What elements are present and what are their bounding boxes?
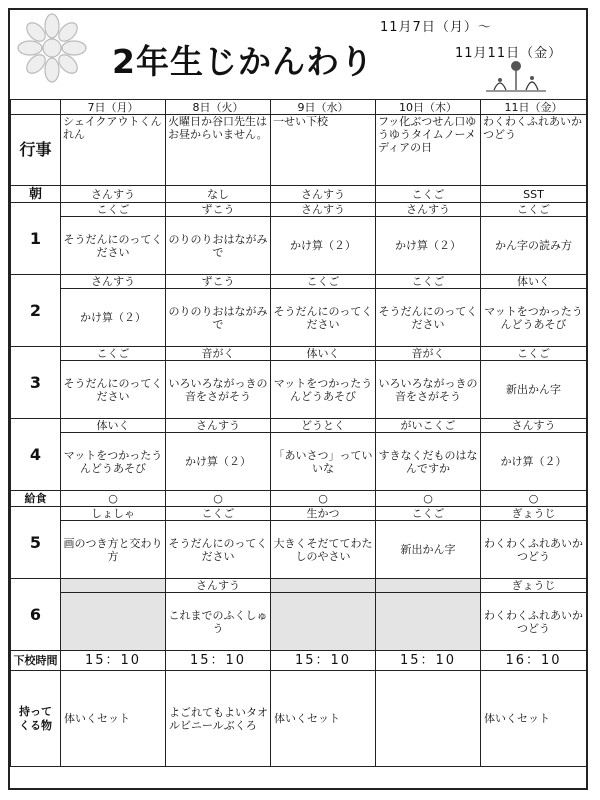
subject-cell: ずこう bbox=[166, 275, 271, 289]
row-label-morning: 朝 bbox=[11, 186, 61, 203]
content-cell: マットをつかったうんどうあそび bbox=[271, 361, 376, 419]
subject-cell: さんすう bbox=[271, 203, 376, 217]
subject-cell: 体いく bbox=[271, 347, 376, 361]
content-cell: そうだんにのってください bbox=[166, 521, 271, 579]
subject-cell: こくご bbox=[481, 203, 587, 217]
dandelion-icon bbox=[486, 56, 546, 92]
subject-cell: ぎょうじ bbox=[481, 579, 587, 593]
content-cell: これまでのふくしゅう bbox=[166, 593, 271, 651]
subject-cell: こくご bbox=[166, 507, 271, 521]
content-cell: かけ算（２） bbox=[61, 289, 166, 347]
event-cell: シェイクアウトくんれん bbox=[61, 115, 166, 186]
content-cell: かけ算（２） bbox=[271, 217, 376, 275]
subject-cell: ぎょうじ bbox=[481, 507, 587, 521]
belongings-cell bbox=[376, 671, 481, 767]
timetable bbox=[10, 99, 587, 767]
content-cell bbox=[271, 593, 376, 651]
period-6-subject-row bbox=[11, 579, 587, 593]
period-5-subject-row bbox=[11, 507, 587, 521]
content-cell: かけ算（２） bbox=[166, 433, 271, 491]
period-4-subject-row bbox=[11, 419, 587, 433]
dismissal-time: 16：10 bbox=[481, 651, 587, 671]
period-3-subject-row bbox=[11, 347, 587, 361]
period-1-subject-row bbox=[11, 203, 587, 217]
belongings-cell: 体いくセット bbox=[271, 671, 376, 767]
period-label-4: 4 bbox=[11, 419, 61, 491]
subject-cell: 音がく bbox=[376, 347, 481, 361]
subject-cell: こくご bbox=[376, 275, 481, 289]
subject-cell: どうとく bbox=[271, 419, 376, 433]
content-cell: そうだんにのってください bbox=[61, 217, 166, 275]
belongings-cell: 体いくセット bbox=[481, 671, 587, 767]
event-cell: フッ化ぶつせん口ゆうゆうタイムノーメディアの日 bbox=[376, 115, 481, 186]
morning-row bbox=[11, 186, 587, 203]
event-cell: 一せい下校 bbox=[271, 115, 376, 186]
content-cell: いろいろながっきの音をさがそう bbox=[166, 361, 271, 419]
morning-cell: SST bbox=[481, 186, 587, 203]
period-5-content-row bbox=[11, 521, 587, 579]
subject-cell: さんすう bbox=[166, 579, 271, 593]
subject-cell: 生かつ bbox=[271, 507, 376, 521]
subject-cell bbox=[271, 579, 376, 593]
period-label-2: 2 bbox=[11, 275, 61, 347]
event-cell: 火曜日か谷口先生はお昼からいません。 bbox=[166, 115, 271, 186]
period-2-content-row bbox=[11, 289, 587, 347]
lunch-cell: ○ bbox=[61, 491, 166, 507]
subject-cell: さんすう bbox=[166, 419, 271, 433]
content-cell: そうだんにのってください bbox=[61, 361, 166, 419]
content-cell: 大きくそだててわたしのやさい bbox=[271, 521, 376, 579]
snowflake-flower-icon bbox=[14, 12, 90, 84]
row-label-events: 行事 bbox=[11, 115, 61, 186]
dismissal-time: 15：10 bbox=[61, 651, 166, 671]
belongings-row bbox=[11, 671, 587, 767]
belongings-cell: 体いくセット bbox=[61, 671, 166, 767]
content-cell: 「あいさつ」っていいな bbox=[271, 433, 376, 491]
lunch-cell: ○ bbox=[166, 491, 271, 507]
content-cell: マットをつかったうんどうあそび bbox=[61, 433, 166, 491]
row-label-belongings: 持ってくる物 bbox=[11, 671, 61, 767]
events-row bbox=[11, 115, 587, 186]
subject-cell: こくご bbox=[481, 347, 587, 361]
subject-cell: 音がく bbox=[166, 347, 271, 361]
content-cell: かけ算（２） bbox=[481, 433, 587, 491]
subject-cell: さんすう bbox=[376, 203, 481, 217]
day-header: 11日（金） bbox=[481, 100, 587, 115]
content-cell: 新出かん字 bbox=[481, 361, 587, 419]
dismissal-time: 15：10 bbox=[271, 651, 376, 671]
row-label-dismissal: 下校時間 bbox=[11, 651, 61, 671]
event-cell: わくわくふれあいかつどう bbox=[481, 115, 587, 186]
content-cell: かけ算（２） bbox=[376, 217, 481, 275]
content-cell: 新出かん字 bbox=[376, 521, 481, 579]
subject-cell: こくご bbox=[61, 203, 166, 217]
date-range-end: 11月11日（金） bbox=[455, 46, 563, 61]
subject-cell: さんすう bbox=[481, 419, 587, 433]
subject-cell: 体いく bbox=[481, 275, 587, 289]
subject-cell bbox=[376, 579, 481, 593]
period-1-content-row bbox=[11, 217, 587, 275]
corner-cell bbox=[11, 100, 61, 115]
lunch-row bbox=[11, 491, 587, 507]
morning-cell: さんすう bbox=[61, 186, 166, 203]
lunch-cell: ○ bbox=[376, 491, 481, 507]
subject-cell bbox=[61, 579, 166, 593]
content-cell: 画のつき方と交わり方 bbox=[61, 521, 166, 579]
content-cell bbox=[376, 593, 481, 651]
subject-cell: 体いく bbox=[61, 419, 166, 433]
lunch-cell: ○ bbox=[481, 491, 587, 507]
row-label-lunch: 給食 bbox=[11, 491, 61, 507]
day-header: 7日（月） bbox=[61, 100, 166, 115]
content-cell: すきなくだものはなんですか bbox=[376, 433, 481, 491]
period-6-content-row bbox=[11, 593, 587, 651]
content-cell: わくわくふれあいかつどう bbox=[481, 521, 587, 579]
belongings-cell: よごれてもよいタオルビニールぶくろ bbox=[166, 671, 271, 767]
lunch-cell: ○ bbox=[271, 491, 376, 507]
dismissal-row bbox=[11, 651, 587, 671]
content-cell: そうだんにのってください bbox=[271, 289, 376, 347]
content-cell: のりのりおはながみで bbox=[166, 217, 271, 275]
period-label-3: 3 bbox=[11, 347, 61, 419]
dismissal-time: 15：10 bbox=[376, 651, 481, 671]
period-label-5: 5 bbox=[11, 507, 61, 579]
day-header-row bbox=[11, 100, 587, 115]
day-header: 9日（水） bbox=[271, 100, 376, 115]
period-label-6: 6 bbox=[11, 579, 61, 651]
morning-cell: なし bbox=[166, 186, 271, 203]
subject-cell: こくご bbox=[271, 275, 376, 289]
period-2-subject-row bbox=[11, 275, 587, 289]
content-cell: わくわくふれあいかつどう bbox=[481, 593, 587, 651]
subject-cell: こくご bbox=[61, 347, 166, 361]
subject-cell: こくご bbox=[376, 507, 481, 521]
morning-cell: さんすう bbox=[271, 186, 376, 203]
date-range-start: 11月7日（月）～ bbox=[380, 20, 492, 35]
content-cell: いろいろながっきの音をさがそう bbox=[376, 361, 481, 419]
subject-cell: がいこくご bbox=[376, 419, 481, 433]
day-header: 8日（火） bbox=[166, 100, 271, 115]
day-header: 10日（木） bbox=[376, 100, 481, 115]
content-cell bbox=[61, 593, 166, 651]
content-cell: そうだんにのってください bbox=[376, 289, 481, 347]
content-cell: かん字の読み方 bbox=[481, 217, 587, 275]
period-3-content-row bbox=[11, 361, 587, 419]
subject-cell: さんすう bbox=[61, 275, 166, 289]
period-label-1: 1 bbox=[11, 203, 61, 275]
subject-cell: しょしゃ bbox=[61, 507, 166, 521]
dismissal-time: 15：10 bbox=[166, 651, 271, 671]
content-cell: マットをつかったうんどうあそび bbox=[481, 289, 587, 347]
page-title: 2年生じかんわり bbox=[112, 42, 374, 81]
period-4-content-row bbox=[11, 433, 587, 491]
morning-cell: こくご bbox=[376, 186, 481, 203]
content-cell: のりのりおはながみで bbox=[166, 289, 271, 347]
subject-cell: ずこう bbox=[166, 203, 271, 217]
